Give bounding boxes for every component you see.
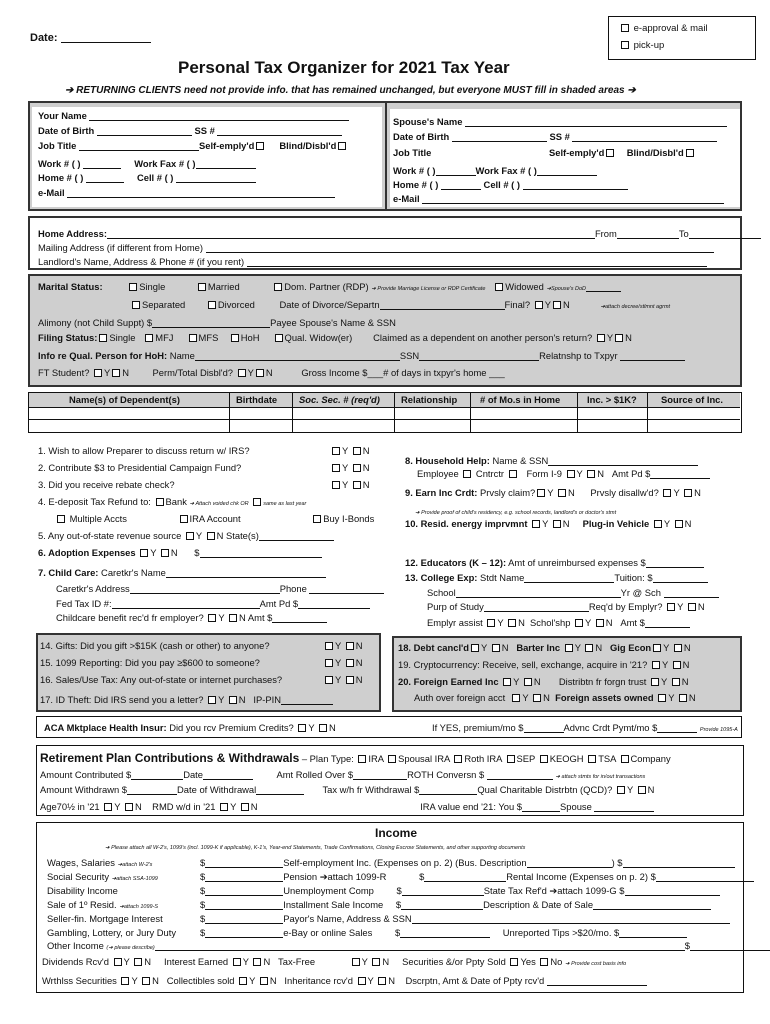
plugin-yes-checkbox[interactable] [654, 520, 662, 528]
sec-no-checkbox[interactable] [540, 958, 548, 966]
work-phone-field[interactable] [83, 159, 121, 169]
tuition-field[interactable] [653, 573, 708, 583]
self-employed-checkbox[interactable] [256, 142, 264, 150]
spouse-self-employed-checkbox[interactable] [606, 149, 614, 157]
divorce-date-field[interactable] [380, 300, 505, 310]
ira-account-checkbox[interactable] [180, 515, 188, 523]
premium-field[interactable] [524, 723, 564, 733]
dependents-table [28, 392, 742, 433]
q6-yes-checkbox[interactable] [140, 549, 148, 557]
ippin-field[interactable] [281, 695, 333, 705]
req-no-checkbox[interactable] [688, 603, 696, 611]
landlord-field[interactable] [247, 257, 707, 267]
contrib-date-field[interactable] [203, 770, 253, 780]
ss-field[interactable] [217, 126, 342, 136]
gig-no-checkbox[interactable] [674, 644, 682, 652]
hoh-name-field[interactable] [195, 351, 400, 361]
spouse-blind-checkbox[interactable] [686, 149, 694, 157]
barter-no-checkbox[interactable] [585, 644, 593, 652]
energy-no-checkbox[interactable] [553, 520, 561, 528]
spouse-home-field[interactable] [441, 180, 481, 190]
dep-header: Source of Inc. [661, 394, 723, 405]
ft-no-checkbox[interactable] [112, 369, 120, 377]
collect-yes-checkbox[interactable] [239, 977, 247, 985]
ira-you-field[interactable] [522, 802, 560, 812]
benefit-no-checkbox[interactable] [229, 614, 237, 622]
sep-checkbox[interactable] [507, 755, 515, 763]
crypto-no-checkbox[interactable] [673, 661, 681, 669]
q14-yes-checkbox[interactable] [325, 642, 333, 650]
assets-yes-checkbox[interactable] [658, 694, 666, 702]
q14-no-checkbox[interactable] [346, 642, 354, 650]
fed-tax-id-field[interactable] [112, 599, 260, 609]
other-amt-field[interactable] [690, 941, 770, 951]
claimed-yes-checkbox[interactable] [597, 334, 605, 342]
household-name-field[interactable] [548, 456, 698, 466]
ira-checkbox[interactable] [358, 755, 366, 763]
age-no-checkbox[interactable] [125, 803, 133, 811]
returning-note: ➔ RETURNING CLIENTS need not provide info. that has remained unchanged, but everyone MUST fill in shaded areas ➔ [65, 85, 636, 96]
adoption-field[interactable] [200, 548, 322, 558]
keogh-checkbox[interactable] [540, 755, 548, 763]
inherit-desc-field[interactable] [547, 976, 647, 986]
inherit-no-checkbox[interactable] [378, 977, 386, 985]
q17-no-checkbox[interactable] [229, 696, 237, 704]
benefit-amt-field[interactable] [272, 613, 327, 623]
spouse-name-field[interactable] [465, 117, 727, 127]
spouse-email-field[interactable] [422, 194, 724, 204]
single-checkbox[interactable] [129, 283, 137, 291]
dom-partner-checkbox[interactable] [274, 283, 282, 291]
dep-header: Name(s) of Dependent(s) [69, 394, 180, 405]
q17-yes-checkbox[interactable] [208, 696, 216, 704]
rmd-yes-checkbox[interactable] [220, 803, 228, 811]
rmd-no-checkbox[interactable] [241, 803, 249, 811]
worthless-no-checkbox[interactable] [142, 977, 150, 985]
job-field[interactable] [79, 141, 199, 151]
yr-field[interactable] [664, 588, 719, 598]
widowed-checkbox[interactable] [495, 283, 503, 291]
fs-mfj-checkbox[interactable] [145, 334, 153, 342]
withdrawn-field[interactable] [127, 785, 177, 795]
blind-checkbox[interactable] [338, 142, 346, 150]
taxfree-yes-checkbox[interactable] [352, 958, 360, 966]
ira-spouse-field[interactable] [594, 802, 654, 812]
q3-yes-checkbox[interactable] [332, 481, 340, 489]
spouse-work-field[interactable] [436, 166, 476, 176]
contrib-field[interactable] [131, 770, 183, 780]
hoh-rel-field[interactable] [620, 351, 685, 361]
date-label: Date: [30, 32, 151, 44]
emplyr-no-checkbox[interactable] [508, 619, 516, 627]
eic-claim-no-checkbox[interactable] [558, 489, 566, 497]
company-checkbox[interactable] [621, 755, 629, 763]
spouse-cell-field[interactable] [523, 180, 628, 190]
your-name-field[interactable] [89, 111, 349, 121]
qcd-no-checkbox[interactable] [638, 786, 646, 794]
pick-up-checkbox[interactable] [621, 41, 629, 49]
energy-yes-checkbox[interactable] [532, 520, 540, 528]
emplyr-yes-checkbox[interactable] [487, 619, 495, 627]
divorced-checkbox[interactable] [208, 301, 216, 309]
educator-field[interactable] [646, 558, 704, 568]
q5-no-checkbox[interactable] [207, 532, 215, 540]
q6-no-checkbox[interactable] [161, 549, 169, 557]
q1-no-checkbox[interactable] [353, 447, 361, 455]
q20-no-checkbox[interactable] [524, 678, 532, 686]
rolled-field[interactable] [353, 770, 407, 780]
q3-no-checkbox[interactable] [353, 481, 361, 489]
date-field[interactable] [61, 33, 151, 43]
cell-field[interactable] [176, 173, 256, 183]
student-name-field[interactable] [524, 573, 614, 583]
divs-no-checkbox[interactable] [134, 958, 142, 966]
married-checkbox[interactable] [198, 283, 206, 291]
ft-yes-checkbox[interactable] [94, 369, 102, 377]
q15-yes-checkbox[interactable] [325, 659, 333, 667]
dep-header: Inc. > $1K? [587, 394, 637, 405]
ibonds-checkbox[interactable] [313, 515, 321, 523]
tsa-checkbox[interactable] [588, 755, 596, 763]
fs-hoh-checkbox[interactable] [231, 334, 239, 342]
dob-field[interactable] [97, 126, 192, 136]
dep-header: Soc. Sec. # (req'd) [299, 394, 380, 405]
distr-yes-checkbox[interactable] [651, 678, 659, 686]
page-title: Personal Tax Organizer for 2021 Tax Year [178, 58, 510, 77]
schol-no-checkbox[interactable] [596, 619, 604, 627]
spousal-ira-checkbox[interactable] [388, 755, 396, 763]
perm-yes-checkbox[interactable] [238, 369, 246, 377]
email-field[interactable] [67, 188, 335, 198]
i9-no-checkbox[interactable] [587, 470, 595, 478]
eic-disallow-yes-checkbox[interactable] [663, 489, 671, 497]
q20-yes-checkbox[interactable] [503, 678, 511, 686]
assets-no-checkbox[interactable] [679, 694, 687, 702]
claimed-no-checkbox[interactable] [615, 334, 623, 342]
e-approval-checkbox[interactable] [621, 24, 629, 32]
q5-yes-checkbox[interactable] [186, 532, 194, 540]
household-amt-field[interactable] [650, 469, 710, 479]
spouse-dod-field[interactable] [586, 282, 621, 292]
to-field[interactable] [689, 229, 761, 239]
fs-widow-checkbox[interactable] [275, 334, 283, 342]
bus-desc-field[interactable] [527, 858, 612, 868]
mailing-address-field[interactable] [206, 243, 714, 253]
q1-yes-checkbox[interactable] [332, 447, 340, 455]
q18-yes-checkbox[interactable] [471, 644, 479, 652]
home-phone-field[interactable] [86, 173, 124, 183]
state-field[interactable] [259, 531, 334, 541]
home-address-field[interactable] [107, 229, 595, 239]
schol-yes-checkbox[interactable] [575, 619, 583, 627]
q16-no-checkbox[interactable] [346, 676, 354, 684]
income-title: Income [375, 826, 418, 840]
i9-yes-checkbox[interactable] [567, 470, 575, 478]
multi-accts-checkbox[interactable] [57, 515, 65, 523]
aca-no-checkbox[interactable] [319, 724, 327, 732]
benefit-yes-checkbox[interactable] [208, 614, 216, 622]
spouse-fax-field[interactable] [537, 166, 597, 176]
caretaker-phone-field[interactable] [309, 584, 384, 594]
taxwh-field[interactable] [419, 785, 477, 795]
interest-no-checkbox[interactable] [253, 958, 261, 966]
fs-mfs-checkbox[interactable] [189, 334, 197, 342]
hoh-ssn-field[interactable] [419, 351, 539, 361]
same-as-last-checkbox[interactable] [253, 498, 261, 506]
crypto-yes-checkbox[interactable] [652, 661, 660, 669]
amt-pd-field[interactable] [298, 599, 370, 609]
alimony-field[interactable] [152, 318, 270, 328]
dep-header: # of Mo.s in Home [480, 394, 561, 405]
schol-amt-field[interactable] [645, 618, 690, 628]
qcd-yes-checkbox[interactable] [617, 786, 625, 794]
bank-checkbox[interactable] [156, 498, 164, 506]
advnc-field[interactable] [657, 723, 697, 733]
age-yes-checkbox[interactable] [104, 803, 112, 811]
q2-no-checkbox[interactable] [353, 464, 361, 472]
income-note: ➔ Please attach all W-2's, 1099's (incl. 1099-K if applicable), K-1's, Year-end Statements, Trade Confirmations, Closing Escrow Statements, and other supporting documents [105, 845, 526, 851]
req-yes-checkbox[interactable] [667, 603, 675, 611]
q15-no-checkbox[interactable] [346, 659, 354, 667]
spouse-dob-field[interactable] [452, 132, 547, 142]
withdraw-date-field[interactable] [256, 785, 304, 795]
worthless-yes-checkbox[interactable] [121, 977, 129, 985]
aca-yes-checkbox[interactable] [298, 724, 306, 732]
approval-box: e-approval & mail pick-up [608, 16, 756, 60]
auth-no-checkbox[interactable] [533, 694, 541, 702]
collect-no-checkbox[interactable] [260, 977, 268, 985]
gig-yes-checkbox[interactable] [653, 644, 661, 652]
caretaker-name-field[interactable] [166, 568, 326, 578]
other-income-field[interactable] [155, 941, 685, 951]
inherit-yes-checkbox[interactable] [358, 977, 366, 985]
separated-checkbox[interactable] [132, 301, 140, 309]
distr-no-checkbox[interactable] [672, 678, 680, 686]
dep-header: Birthdate [236, 394, 278, 405]
final-no-checkbox[interactable] [553, 301, 561, 309]
se-amt-field[interactable] [623, 858, 735, 868]
eic-disallow-no-checkbox[interactable] [684, 489, 692, 497]
employee-checkbox[interactable] [463, 470, 471, 478]
barter-yes-checkbox[interactable] [565, 644, 573, 652]
roth-ira-checkbox[interactable] [454, 755, 462, 763]
auth-yes-checkbox[interactable] [512, 694, 520, 702]
work-fax-field[interactable] [196, 159, 256, 169]
purpose-field[interactable] [484, 602, 589, 612]
cntrctr-checkbox[interactable] [509, 470, 517, 478]
q16-yes-checkbox[interactable] [325, 676, 333, 684]
from-field[interactable] [617, 229, 679, 239]
final-yes-checkbox[interactable] [535, 301, 543, 309]
school-field[interactable] [456, 588, 621, 598]
dep-header: Relationship [401, 394, 458, 405]
caretaker-addr-field[interactable] [130, 584, 280, 594]
eic-claim-yes-checkbox[interactable] [537, 489, 545, 497]
sec-yes-checkbox[interactable] [510, 958, 518, 966]
divs-yes-checkbox[interactable] [114, 958, 122, 966]
fs-single-checkbox[interactable] [99, 334, 107, 342]
q2-yes-checkbox[interactable] [332, 464, 340, 472]
q18-no-checkbox[interactable] [492, 644, 500, 652]
your-name-label: Your Name [38, 110, 87, 121]
perm-no-checkbox[interactable] [256, 369, 264, 377]
spouse-ss-field[interactable] [572, 132, 717, 142]
taxfree-no-checkbox[interactable] [372, 958, 380, 966]
interest-yes-checkbox[interactable] [233, 958, 241, 966]
roth-field[interactable] [487, 770, 553, 780]
plugin-no-checkbox[interactable] [675, 520, 683, 528]
